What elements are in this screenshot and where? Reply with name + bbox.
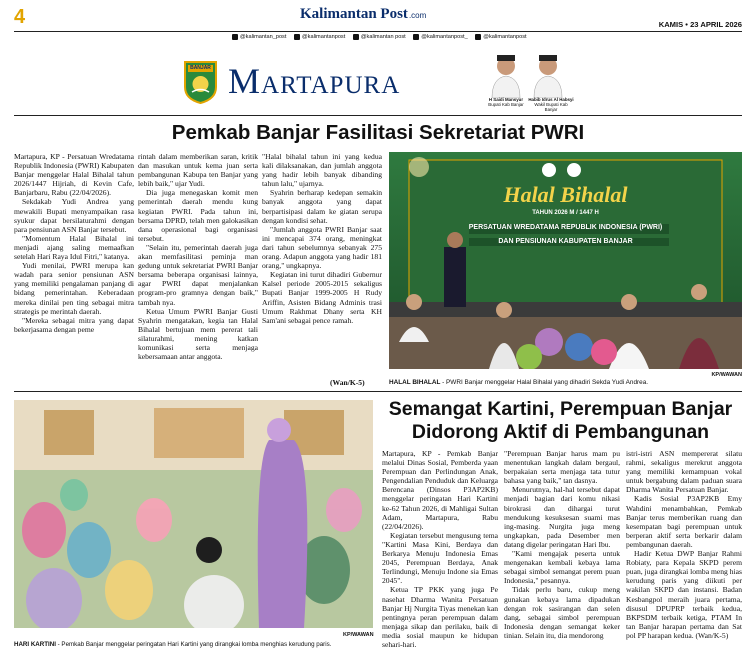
article1-para: rintah dalam memberikan saran, kritik dan masukan untuk kema juan serta pembangunan Kabupa ten Banjar yang lebih baik," ujar Yudi. [138,152,258,189]
brand-suffix: .com [408,11,427,20]
article2-para: Kadis Sosial P3AP2KB Emy Wahdini menambahkan, Pemkab Banjar terus memberikan ruang dan kesempatan bagi perempuan untuk berperan aktif serta berkarir dalam pembangunan daerah. [626,494,742,549]
section-title: Martapura [228,61,401,101]
banner-line2: DAN PENSIUNAN KABUPATEN BANJAR [498,238,633,245]
emblem-label: BANJAR [190,65,211,71]
officials-portrait [484,52,574,98]
article2-headline-line2: Didorong Aktif di Pembangunan [411,421,710,443]
article1-para: Ketua Umum PWRI Banjar Gusti Syahrin mengatakan, kegia tan Halal Bihalal bertujuan mem pererat tali silaturahmi, mening katkan komunikasi serta menjaga kebersamaan antar anggota. [138,306,258,362]
banner-year: TAHUN 2026 M / 1447 H [532,210,599,216]
caption-lead: HALAL BIHALAL [389,379,441,386]
article2-para: istri-istri ASN mempererat silatu rahmi, sekaligus merekrut anggota yang memiliki kemampuan vokal untuk bergabung dalam paduan suara Dharma Wanita Persatuan Banjar. [626,449,742,495]
brand-name: Kalimantan Post [300,6,408,22]
article1-col2 [138,152,258,361]
photo-credit: KP/WAWAN [343,632,374,638]
article1-para: "Halal bihalal tahun ini yang kedua kali dilaksanakan, dan jumlah anggota yang hadir lebih banyak dibanding tahun lalu," ujarnya. [262,152,382,189]
x-handle: @kalimantanpost_ [413,34,467,40]
article2-caption [14,641,373,649]
date-line: KAMIS • 23 APRIL 2026 [658,20,742,29]
article2-para: "Perempuan Banjar harus mam pu menentukan langkah dalam bergaul, berpakaian serta menjaga tata tutur bahasa yang baik," tan dasnya. [504,449,620,486]
article-divider [14,391,742,392]
banner-line1: PERSATUAN WREDATAMA REPUBLIK INDONESIA (PWRI) [468,224,663,231]
officials-block [484,52,574,112]
banner-title: Halal Bihalal [503,182,628,207]
article2-para: Martapura, KP - Pemkab Banjar melalui Dinas Sosial, Pemberda yaan Perempuan dan Perlindungan Anak, Pengendalian Penduduk dan Keluarga Berencana (Dinsos P3AP2KB) menggelar peringatan Hari Kartini ke-62 Tahun 2026, di Mahligai Sultan Adam, Martapura, Rabu (22/04/2026). [382,449,498,531]
article2-headline [379,398,742,444]
article1-para: "Selain itu, pemerintah daerah juga akan memfasilitasi peminja man gedung untuk sekretariat PWRI Banjar bersama beberapa organisasi lainnya, agar PWRI dapat menjalankan program-pro gramnya dengan baik," tambah nya. [138,242,258,307]
instagram-handle: @kalimantanpost [294,34,345,40]
article1-para: Yudi menilai, PWRI merupa kan wadah para senior pensiunan ASN yang memiliki pengalaman panjang di bidang pemerintahan. Keberadaan mereka dinilai pen ting sebagai mitra strategis pe merintah daerah. [14,261,134,316]
article1-para: Martapura, KP - Persatuan Wredatama Republik Indonesia (PWRI) Kabupaten Banjar menggelar Halal Bihalal tahun 2026/1447 Hijriah, di Kevin Cafe, Banjarbaru, Rabu (22/04/2026). [14,152,134,198]
article1-para: Sekdakab Yudi Andrea yang mewakili Bupati menyampaikan rasa syukur dapat bersilaturahmi dengan para pensiunan ASN Banjar tersebut. [14,197,134,234]
article2-col1 [382,449,498,649]
instagram-icon [294,34,300,40]
caption-text: - PWRI Banjar menggelar Halal Bihalal yang dihadiri Sekda Yudi Andrea. [440,379,649,386]
hari-kartini-photo [14,400,373,628]
official-2-title: Wakil Bupati Kab Banjar [534,102,568,112]
page-number: 4 [14,6,26,28]
article1-col3 [262,152,382,325]
x-icon [413,34,419,40]
article1-signature: (Wan/K-5) [330,378,365,387]
masthead-logo [300,6,426,23]
article1-para: "Jumlah anggota PWRI Banjar saat ini mencapai 374 orang, meningkat dari tahun sebelumnya sebanyak 275 orang. Adapun anggota yang hadir 181 orang," ungkapnya. [262,224,382,271]
official-1-title: Bupati Kab Banjar [488,102,524,107]
facebook-icon [353,34,359,40]
article2-para: "Kami mengajak peserta untuk mengenakan kembali kebaya lama sebagai simbol semangat perem puan Indonesia," pesannya. [504,549,620,586]
official-2-name: Habib Idrus Al Habsyi [528,97,574,102]
facebook-handle: @kalimantan post [353,34,406,40]
banjar-emblem [182,59,219,104]
section-rule [14,115,742,116]
article1-headline: Pemkab Banjar Fasilitasi Sekretariat PWRI [171,121,585,144]
article2-para: Ketua TP PKK yang juga Pe nasehat Dharma Wanita Persatuan Banjar Hj Nurgita Tiyas menekan kan pentingnya peran perempuan dalam menjaga sikap dan perilaku, baik di media sosial maupun ke hidupan sehari-hari. [382,585,498,649]
article2-col2 [504,449,620,640]
caption-text: - Pemkab Banjar menggelar peringatan Hari Kartini yang dirangkai lomba menghias kerudung paris. [55,641,332,648]
caption-lead: HARI KARTINI [14,641,56,648]
article2-headline-line1: Semangat Kartini, Perempuan Banjar [388,398,733,420]
social-handles [232,34,533,42]
article2-para: Kegiatan tersebut mengusung tema "Kartini Masa Kini, Berdaya dan Berkarya Menuju Indonesia Emas 2045, Perempuan Berdaya, Anak Terlindungi, Menuju Indone sia Emas 2045". [382,530,498,586]
article2-para: Tidak perlu baru, cukup meng gunakan kebaya lama dipadukan dengan rok sasirangan dan selen dang, sebagai simbol perempuan Indonesia dengan semangat keker tinian. Selain itu, dia mendorong [504,585,620,640]
photo-credit: KP/WAWAN [711,372,742,378]
header-rule [14,31,742,32]
halal-bihalal-photo [389,152,742,369]
article1-caption [389,379,742,387]
article1-para: Syahrin berharap kedepan semakin banyak anggota yang dapat berpartisipasi dalam ke giatan serupa dengan kondisi sehat. [262,188,382,225]
article2-col3 [626,449,742,640]
article1-col1 [14,152,134,334]
tiktok-icon [232,34,238,40]
youtube-icon [475,34,481,40]
official-1-name: H Saidi Mansyur [488,97,524,102]
article1-para: "Momentum Halal Bihalal ini menjadi ajang saling memaafkan setelah Hari Raya Idul Fitri," katanya. [14,233,134,262]
article2-para: Hadir Ketua DWP Banjar Rahmi Robiaty, para Kepala SKPD perem puan, juga dirangkai lomba meng hias kerudung paris yang diikuti per wakilan SKPD dan instansi. Badan Kesbangpol meraih juara pertama, disusul DPUPRP terbaik kedua, BKPSDM terbaik ketiga, PTAM In tan Banjar harapan pertama dan Sat pol PP harapan kedua. (Wan/K-5) [626,549,742,640]
article2-para: Menurutnya, hal-hal tersebut dapat menjadi bagian dari komu nikasi birokrasi dan dihargai turut mendukung kesuksesan suami mas ing-masing. Nurgita juga meng ungkapkan, pada Desember men datang digelar peringatan Hari Ibu. [504,485,620,549]
article1-para: Dia juga menegaskan komit men pemerintah daerah mendu kung kegiatan PWRI. Pada tahun ini, bersama DPRD, telah men galokasikan dana operasional bagi organisasi tersebut. [138,188,258,243]
youtube-handle: @kalimantanpost [475,34,526,40]
article1-para: Kegiatan ini turut dihadiri Gubernur Kalsel periode 2005-2015 sekaligus Bupati Banjar 1999-2005 H Rudy Ariffin, Asisten Bidang Adminis trasi Umum Rakhmat Dhany serta KH Sam'ani sebagai pence ramah. [262,270,382,325]
tiktok-handle: @kalimantan_post [232,34,286,40]
article1-para: "Mereka sebagai mitra yang dapat bekerjasama dengan peme [14,315,134,334]
